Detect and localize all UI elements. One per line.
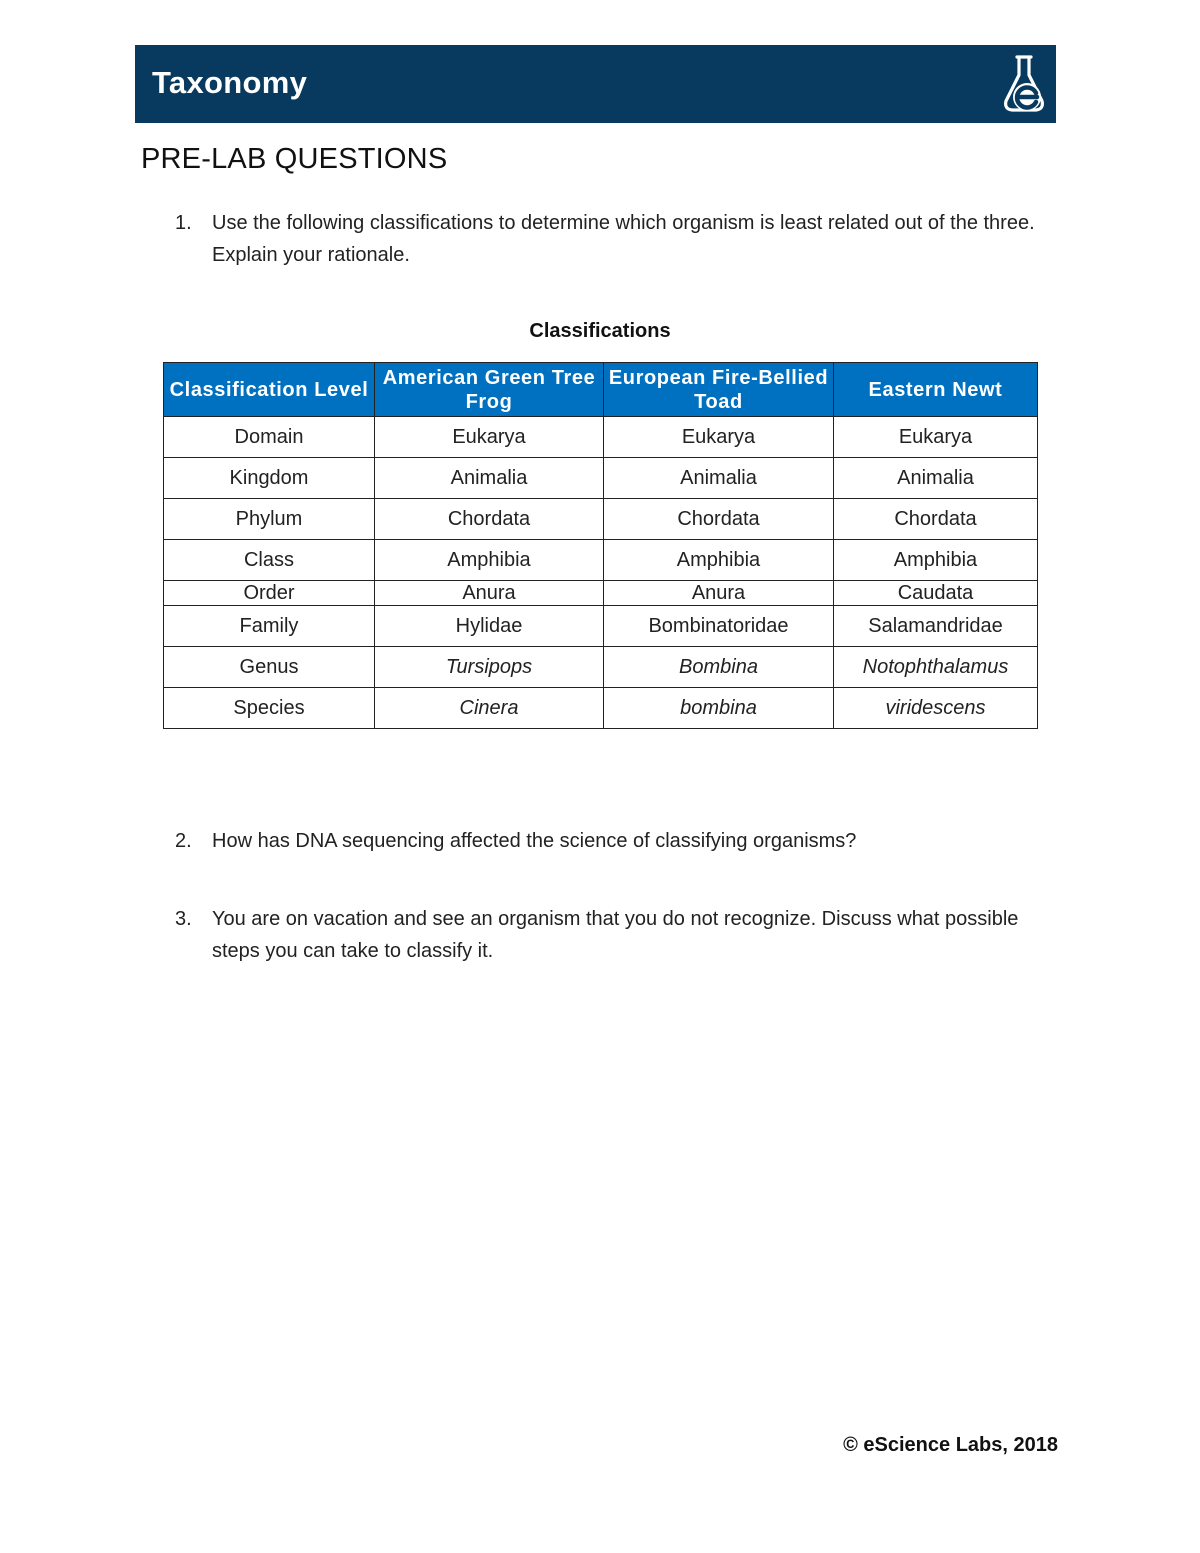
page-title: Taxonomy — [152, 65, 308, 100]
table-cell: Genus — [164, 647, 375, 688]
table-cell: Bombina — [604, 647, 834, 688]
table-cell: Amphibia — [834, 540, 1038, 581]
table-cell: Amphibia — [604, 540, 834, 581]
table-cell: Animalia — [375, 458, 604, 499]
table-cell: Order — [164, 581, 375, 606]
copyright-footer: © eScience Labs, 2018 — [843, 1434, 1058, 1456]
table-header-row — [164, 363, 1038, 417]
table-cell: bombina — [604, 688, 834, 729]
table-cell: Eukarya — [375, 417, 604, 458]
table-cell: Chordata — [834, 499, 1038, 540]
table-row — [164, 540, 1038, 581]
table-row — [164, 499, 1038, 540]
column-header: Classification Level — [164, 363, 375, 417]
table-cell: Domain — [164, 417, 375, 458]
question-text: Use the following classifications to determine which organism is least related out of the three. Explain your rationale. — [212, 212, 1035, 266]
table-cell: Animalia — [604, 458, 834, 499]
column-header: Eastern Newt — [834, 363, 1038, 417]
question-3 — [175, 903, 1055, 967]
table-cell: Salamandridae — [834, 606, 1038, 647]
table-cell: Family — [164, 606, 375, 647]
table-cell: Eukarya — [834, 417, 1038, 458]
table-cell: Bombinatoridae — [604, 606, 834, 647]
table-cell: Eukarya — [604, 417, 834, 458]
table-cell: Notophthalamus — [834, 647, 1038, 688]
table-row — [164, 417, 1038, 458]
header-bar — [135, 45, 1056, 123]
table-cell: Amphibia — [375, 540, 604, 581]
table-cell: Cinera — [375, 688, 604, 729]
flask-logo-icon — [1000, 53, 1048, 115]
table-cell: Chordata — [604, 499, 834, 540]
question-1 — [175, 207, 1055, 271]
question-number: 2. — [175, 830, 192, 852]
table-row — [164, 458, 1038, 499]
table-cell: Anura — [604, 581, 834, 606]
question-2 — [175, 825, 1055, 857]
table-cell: Hylidae — [375, 606, 604, 647]
question-number: 1. — [175, 212, 192, 234]
question-text: How has DNA sequencing affected the science of classifying organisms? — [212, 830, 857, 852]
table-cell: Anura — [375, 581, 604, 606]
table-cell: Tursipops — [375, 647, 604, 688]
table-row — [164, 581, 1038, 606]
table-cell: Animalia — [834, 458, 1038, 499]
table-row — [164, 606, 1038, 647]
table-cell: Chordata — [375, 499, 604, 540]
table-cell: viridescens — [834, 688, 1038, 729]
column-header: European Fire-Bellied Toad — [604, 363, 834, 417]
table-cell: Species — [164, 688, 375, 729]
table-cell: Class — [164, 540, 375, 581]
column-header: American Green Tree Frog — [375, 363, 604, 417]
question-number: 3. — [175, 908, 192, 930]
table-row — [164, 647, 1038, 688]
question-text: You are on vacation and see an organism that you do not recognize. Discuss what possible steps you can take to classify it. — [212, 908, 1019, 962]
table-cell: Kingdom — [164, 458, 375, 499]
table-cell: Caudata — [834, 581, 1038, 606]
section-heading: PRE-LAB QUESTIONS — [141, 143, 448, 175]
table-caption: Classifications — [529, 320, 671, 342]
table-row — [164, 688, 1038, 729]
table-cell: Phylum — [164, 499, 375, 540]
classification-table — [163, 362, 1038, 729]
